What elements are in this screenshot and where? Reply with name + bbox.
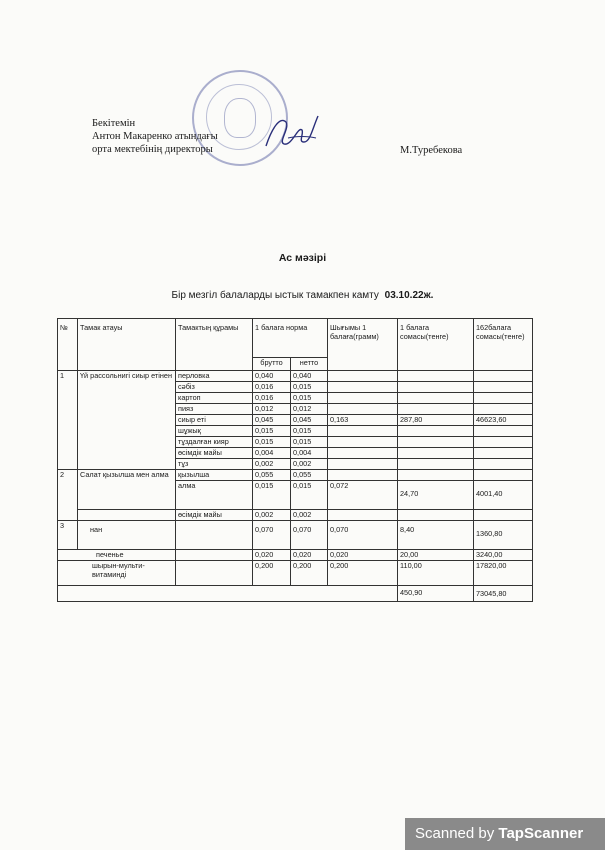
header-netto: нетто: [291, 358, 328, 371]
item-yield: 0,020: [328, 550, 398, 561]
table-row: [58, 561, 533, 586]
dish-num: 2: [58, 470, 78, 521]
item-yield: 0,070: [328, 521, 398, 550]
ingredient-name: қызылша: [176, 470, 253, 481]
ingredient-brutto: 0,016: [253, 393, 291, 404]
ingredient-name: тұздалған кияр: [176, 437, 253, 448]
ingredient-netto: 0,002: [291, 459, 328, 470]
header-per-child: 1 балага сомасы(тенге): [398, 319, 474, 371]
item-total: 17820,00: [474, 561, 533, 586]
header-brutto: брутто: [253, 358, 291, 371]
approval-school-line: Антон Макаренко атындағы: [92, 131, 218, 142]
document-title: Ас мәзірі: [278, 252, 327, 264]
ingredient-brutto: 0,040: [253, 371, 291, 382]
ingredient-netto: 0,055: [291, 470, 328, 481]
ingredient-brutto: 0,015: [253, 437, 291, 448]
ingredient-name: тұз: [176, 459, 253, 470]
item-netto: 0,200: [291, 561, 328, 586]
item-name: нан: [78, 521, 176, 550]
dish-yield: 0,163: [328, 415, 398, 426]
ingredient-netto: 0,002: [291, 510, 328, 521]
director-signature: [258, 108, 328, 158]
item-brutto: 0,020: [253, 550, 291, 561]
item-brutto: 0,200: [253, 561, 291, 586]
approval-heading: Бекітемін: [92, 118, 136, 129]
item-per-child: 8,40: [398, 521, 474, 550]
ingredient-netto: 0,015: [291, 481, 328, 510]
ingredient-brutto: 0,055: [253, 470, 291, 481]
ingredient-brutto: 0,002: [253, 459, 291, 470]
ingredient-name: сәбіз: [176, 382, 253, 393]
ingredient-name: шұжық: [176, 426, 253, 437]
ingredient-brutto: 0,015: [253, 426, 291, 437]
ingredient-netto: 0,040: [291, 371, 328, 382]
ingredient-netto: 0,004: [291, 448, 328, 459]
approval-block: [92, 117, 218, 156]
totals-row: [58, 586, 533, 602]
item-brutto: 0,070: [253, 521, 291, 550]
dish-per-child: 24,70: [398, 481, 474, 510]
ingredient-name: перловка: [176, 371, 253, 382]
ingredient-netto: 0,015: [291, 382, 328, 393]
table-row: [58, 470, 533, 481]
scanner-watermark: [405, 818, 605, 850]
dish-yield: 0,072: [328, 481, 398, 510]
ingredient-name: өсімдік майы: [176, 510, 253, 521]
item-per-child: 110,00: [398, 561, 474, 586]
item-yield: 0,200: [328, 561, 398, 586]
ingredient-name: картоп: [176, 393, 253, 404]
totals-per-child: 450,90: [398, 586, 474, 602]
ingredient-name: өсімдік майы: [176, 448, 253, 459]
item-total: 3240,00: [474, 550, 533, 561]
director-name: М.Туребекова: [400, 145, 463, 156]
header-num: №: [58, 319, 78, 371]
table-header-row: [58, 319, 533, 358]
item-name: печенье: [58, 550, 176, 561]
header-yield: Шығымы 1 балаға(грамм): [328, 319, 398, 371]
dish-name: Салат қызылша мен алма: [78, 470, 176, 510]
ingredient-brutto: 0,045: [253, 415, 291, 426]
ingredient-netto: 0,015: [291, 437, 328, 448]
ingredient-name: пияз: [176, 404, 253, 415]
dish-total: 46623,60: [474, 415, 533, 426]
ingredient-brutto: 0,016: [253, 382, 291, 393]
ingredient-brutto: 0,002: [253, 510, 291, 521]
header-norm: 1 балага норма: [253, 319, 328, 358]
scanned-by-text: Scanned by: [415, 825, 495, 842]
item-netto: 0,070: [291, 521, 328, 550]
dish-name: Үй рассольнигі сиыр етінен: [78, 371, 176, 470]
document-subtitle: [0, 290, 605, 301]
scanner-brand: TapScanner: [498, 825, 584, 842]
dish-total: 4001,40: [474, 481, 533, 510]
menu-table: [57, 318, 533, 602]
ingredient-name: сиыр еті: [176, 415, 253, 426]
item-netto: 0,020: [291, 550, 328, 561]
subtitle-text: Бір мезгіл балаларды ыстык тамакпен камту: [171, 290, 379, 301]
ingredient-netto: 0,015: [291, 393, 328, 404]
table-row: [58, 521, 533, 550]
ingredient-netto: 0,012: [291, 404, 328, 415]
totals-total: 73045,80: [474, 586, 533, 602]
ingredient-brutto: 0,004: [253, 448, 291, 459]
approval-position-line: орта мектебінің директоры: [92, 144, 213, 155]
dish-num: 3: [58, 521, 78, 550]
ingredient-brutto: 0,015: [253, 481, 291, 510]
header-composition: Тамактың құрамы: [176, 319, 253, 371]
table-row: [58, 371, 533, 382]
dish-per-child: 287,80: [398, 415, 474, 426]
ingredient-netto: 0,015: [291, 426, 328, 437]
item-name: шырын-мульти-витаминді: [58, 561, 176, 586]
table-row: [58, 510, 533, 521]
header-total: 162балага сомасы(тенге): [474, 319, 533, 371]
ingredient-netto: 0,045: [291, 415, 328, 426]
header-dish: Тамак атауы: [78, 319, 176, 371]
ingredient-name: алма: [176, 481, 253, 510]
dish-num: 1: [58, 371, 78, 470]
item-total: 1360,80: [474, 521, 533, 550]
table-row: [58, 550, 533, 561]
subtitle-date: 03.10.22ж.: [384, 290, 434, 301]
ingredient-brutto: 0,012: [253, 404, 291, 415]
item-per-child: 20,00: [398, 550, 474, 561]
